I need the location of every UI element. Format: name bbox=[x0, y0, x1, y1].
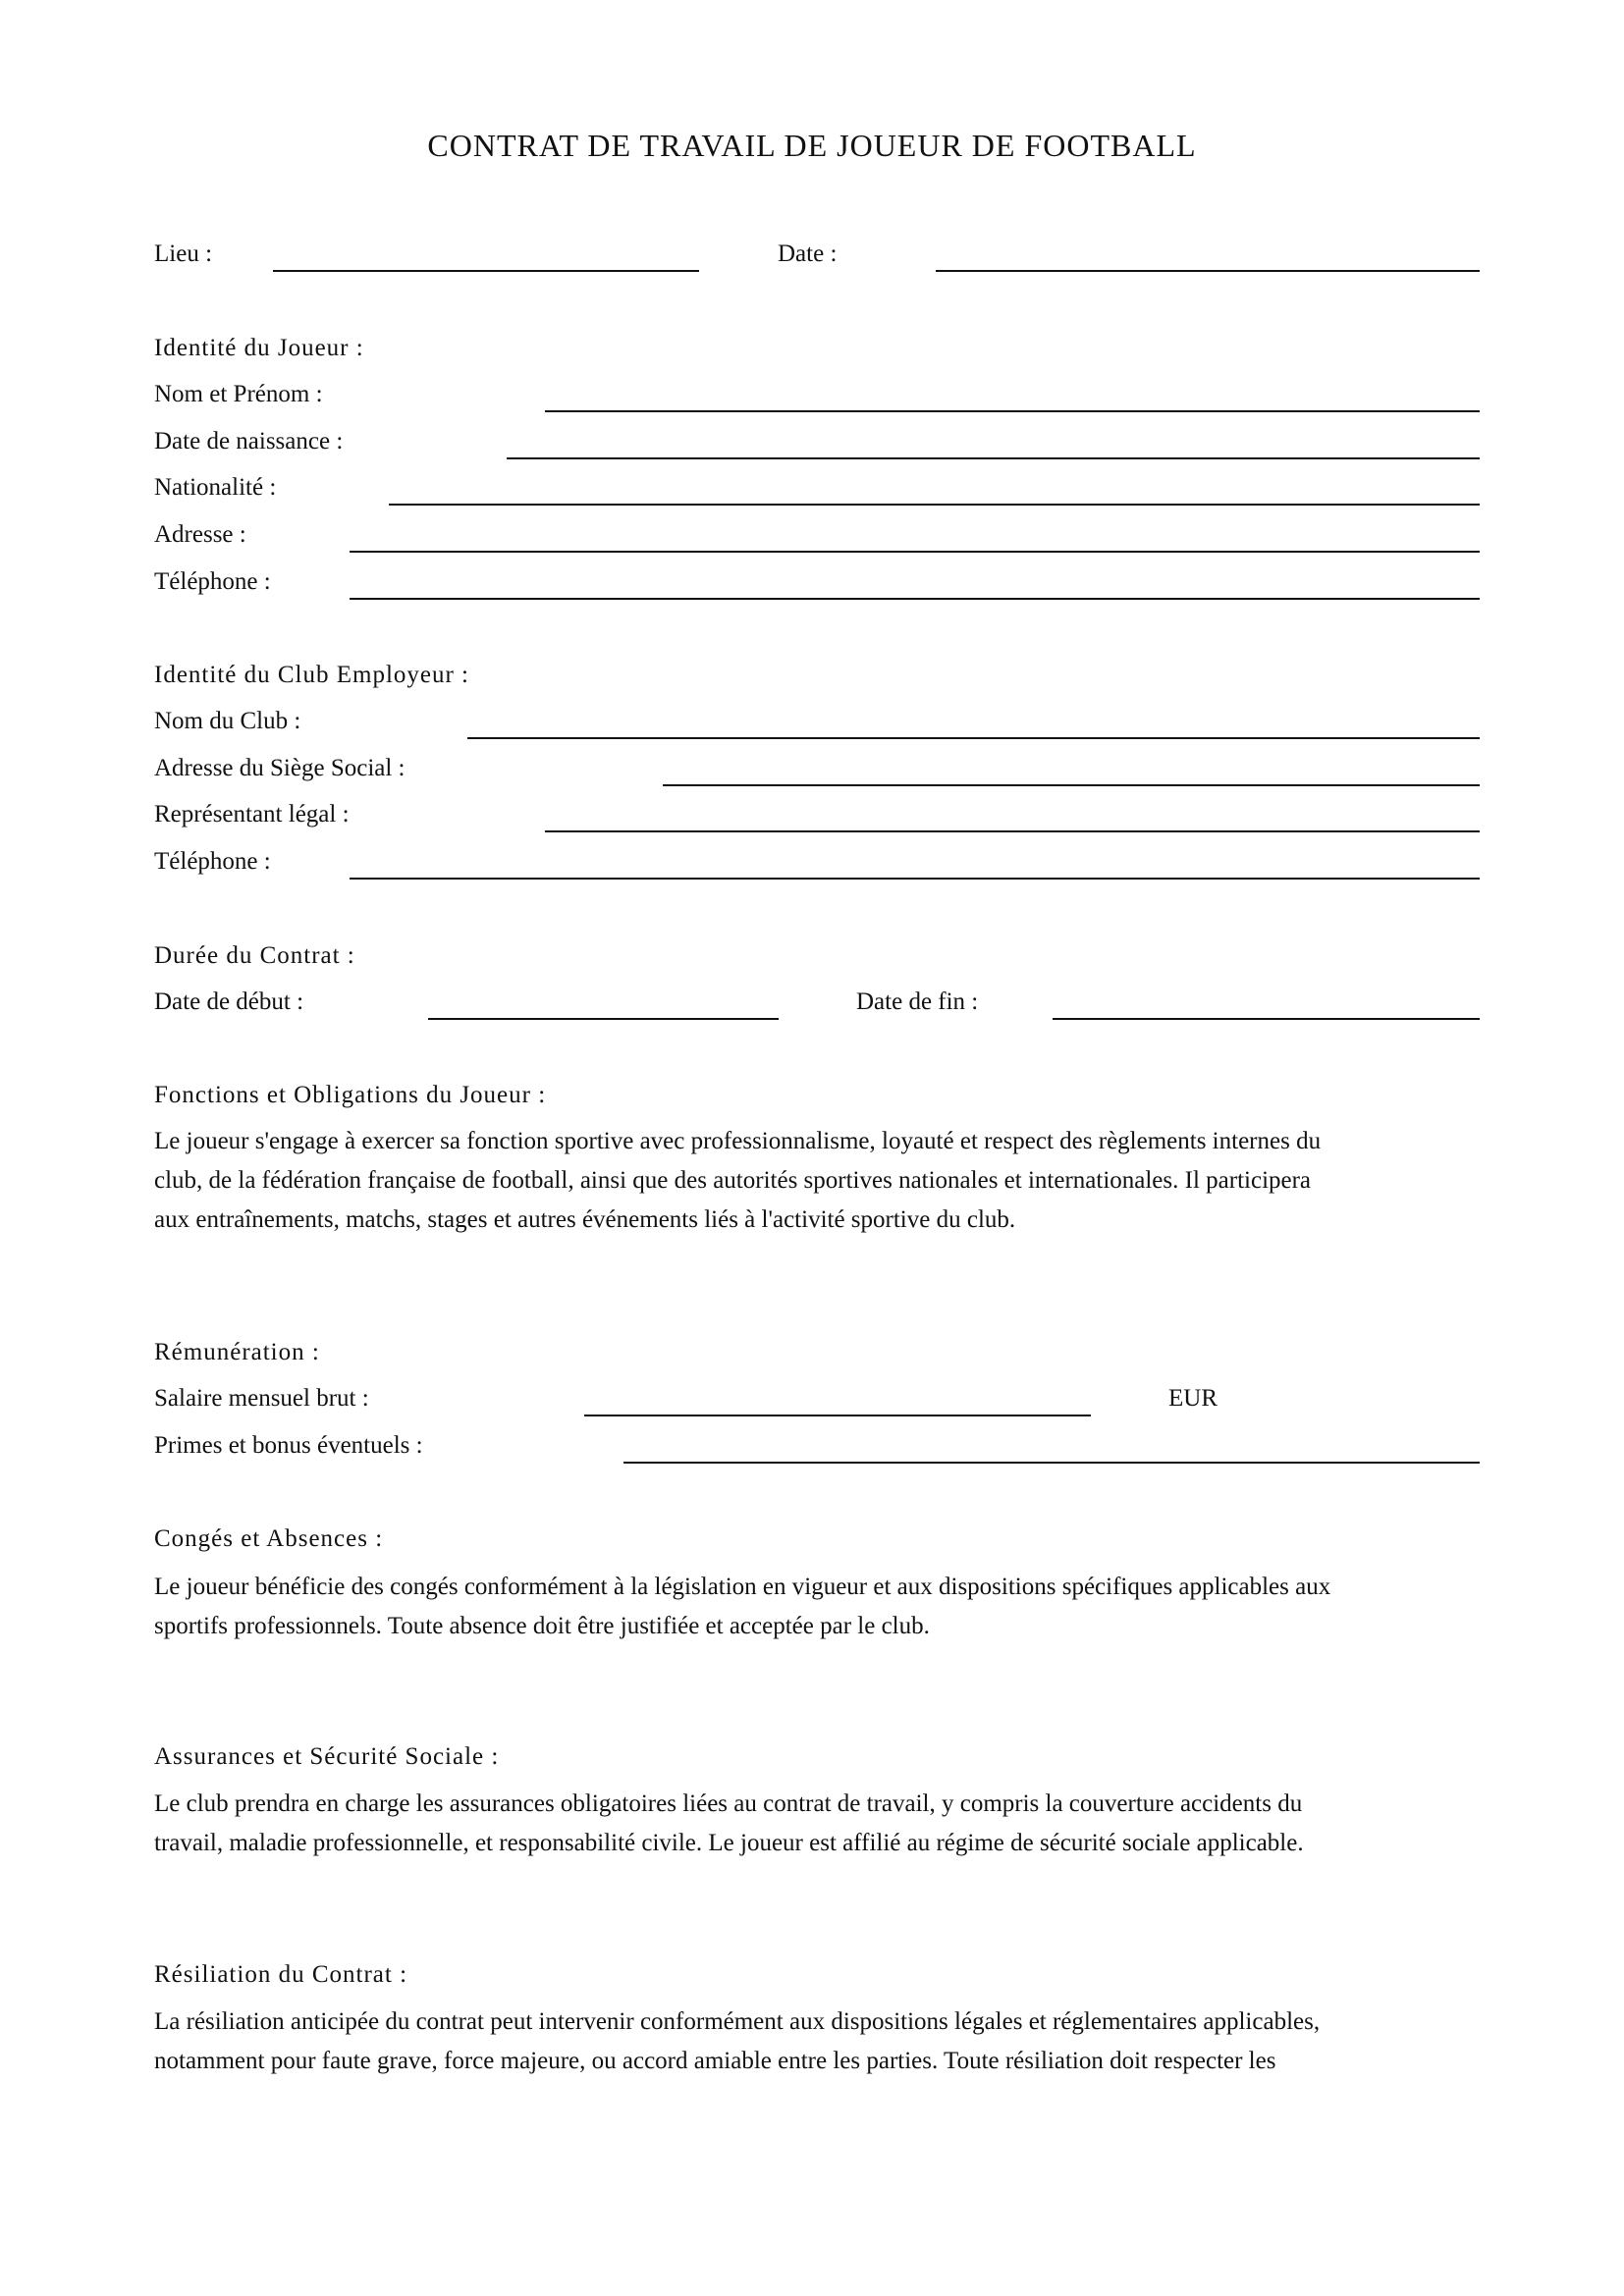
leave-line: sportifs professionnels. Toute absence doit être justifiée et acceptée par le club. bbox=[154, 1613, 930, 1639]
duties-heading: Fonctions et Obligations du Joueur : bbox=[154, 1082, 547, 1108]
duration-heading: Durée du Contrat : bbox=[154, 942, 355, 969]
player-phone-label: Téléphone : bbox=[154, 568, 271, 595]
salary-label: Salaire mensuel brut : bbox=[154, 1385, 369, 1412]
start-date-field[interactable] bbox=[428, 1018, 779, 1020]
termination-heading: Résiliation du Contrat : bbox=[154, 1961, 408, 1988]
player-address-label: Adresse : bbox=[154, 521, 246, 548]
start-date-label: Date de début : bbox=[154, 988, 304, 1015]
salary-field[interactable] bbox=[584, 1415, 1091, 1416]
club-rep-label: Représentant légal : bbox=[154, 801, 350, 828]
player-heading: Identité du Joueur : bbox=[154, 335, 364, 361]
termination-line: notamment pour faute grave, force majeure, ou accord amiable entre les parties. Toute résiliation doit respecter les bbox=[154, 2048, 1276, 2074]
duties-line: Le joueur s'engage à exercer sa fonction sportive avec professionnalisme, loyauté et respect des règlements internes du bbox=[154, 1128, 1322, 1154]
club-name-label: Nom du Club : bbox=[154, 708, 301, 734]
document-title: CONTRAT DE TRAVAIL DE JOUEUR DE FOOTBALL bbox=[427, 128, 1197, 163]
player-nationality-label: Nationalité : bbox=[154, 474, 277, 501]
insurance-heading: Assurances et Sécurité Sociale : bbox=[154, 1743, 500, 1770]
pay-heading: Rémunération : bbox=[154, 1339, 320, 1365]
leave-paragraph bbox=[154, 1568, 1489, 1646]
club-phone-field[interactable] bbox=[350, 878, 1480, 880]
duties-line: club, de la fédération française de football, ainsi que des autorités sportives nationales et internationales. Il participera bbox=[154, 1167, 1312, 1194]
club-name-field[interactable] bbox=[467, 737, 1480, 739]
end-date-field[interactable] bbox=[1053, 1018, 1480, 1020]
end-date-label: Date de fin : bbox=[856, 988, 979, 1015]
player-nationality-field[interactable] bbox=[389, 504, 1480, 506]
place-label: Lieu : bbox=[154, 240, 213, 267]
club-phone-label: Téléphone : bbox=[154, 848, 271, 875]
insurance-line: travail, maladie professionnelle, et responsabilité civile. Le joueur est affilié au régime de sécurité sociale applicable. bbox=[154, 1830, 1304, 1856]
date-label: Date : bbox=[778, 240, 838, 267]
duties-line: aux entraînements, matchs, stages et autres événements liés à l'activité sportive du club. bbox=[154, 1206, 1016, 1233]
place-field[interactable] bbox=[273, 270, 699, 272]
termination-paragraph bbox=[154, 2002, 1489, 2081]
termination-line: La résiliation anticipée du contrat peut intervenir conformément aux dispositions légales et réglementaires applicables, bbox=[154, 2008, 1321, 2035]
club-rep-field[interactable] bbox=[545, 830, 1480, 832]
club-heading: Identité du Club Employeur : bbox=[154, 662, 470, 688]
duties-paragraph bbox=[154, 1122, 1489, 1240]
club-hq-label: Adresse du Siège Social : bbox=[154, 755, 406, 781]
player-address-field[interactable] bbox=[350, 551, 1480, 553]
player-phone-field[interactable] bbox=[350, 598, 1480, 600]
bonus-field[interactable] bbox=[623, 1462, 1480, 1464]
insurance-paragraph bbox=[154, 1785, 1489, 1863]
date-field[interactable] bbox=[936, 270, 1480, 272]
club-hq-field[interactable] bbox=[663, 784, 1480, 786]
player-birth-label: Date de naissance : bbox=[154, 428, 344, 454]
currency-label: EUR bbox=[1168, 1385, 1218, 1412]
leave-line: Le joueur bénéficie des congés conformément à la législation en vigueur et aux dispositions spécifiques applicables aux bbox=[154, 1574, 1331, 1600]
player-name-field[interactable] bbox=[545, 410, 1480, 412]
player-birth-field[interactable] bbox=[507, 457, 1480, 459]
player-name-label: Nom et Prénom : bbox=[154, 381, 323, 407]
insurance-line: Le club prendra en charge les assurances obligatoires liées au contrat de travail, y compris la couverture accidents du bbox=[154, 1790, 1303, 1817]
bonus-label: Primes et bonus éventuels : bbox=[154, 1432, 423, 1459]
leave-heading: Congés et Absences : bbox=[154, 1525, 384, 1552]
